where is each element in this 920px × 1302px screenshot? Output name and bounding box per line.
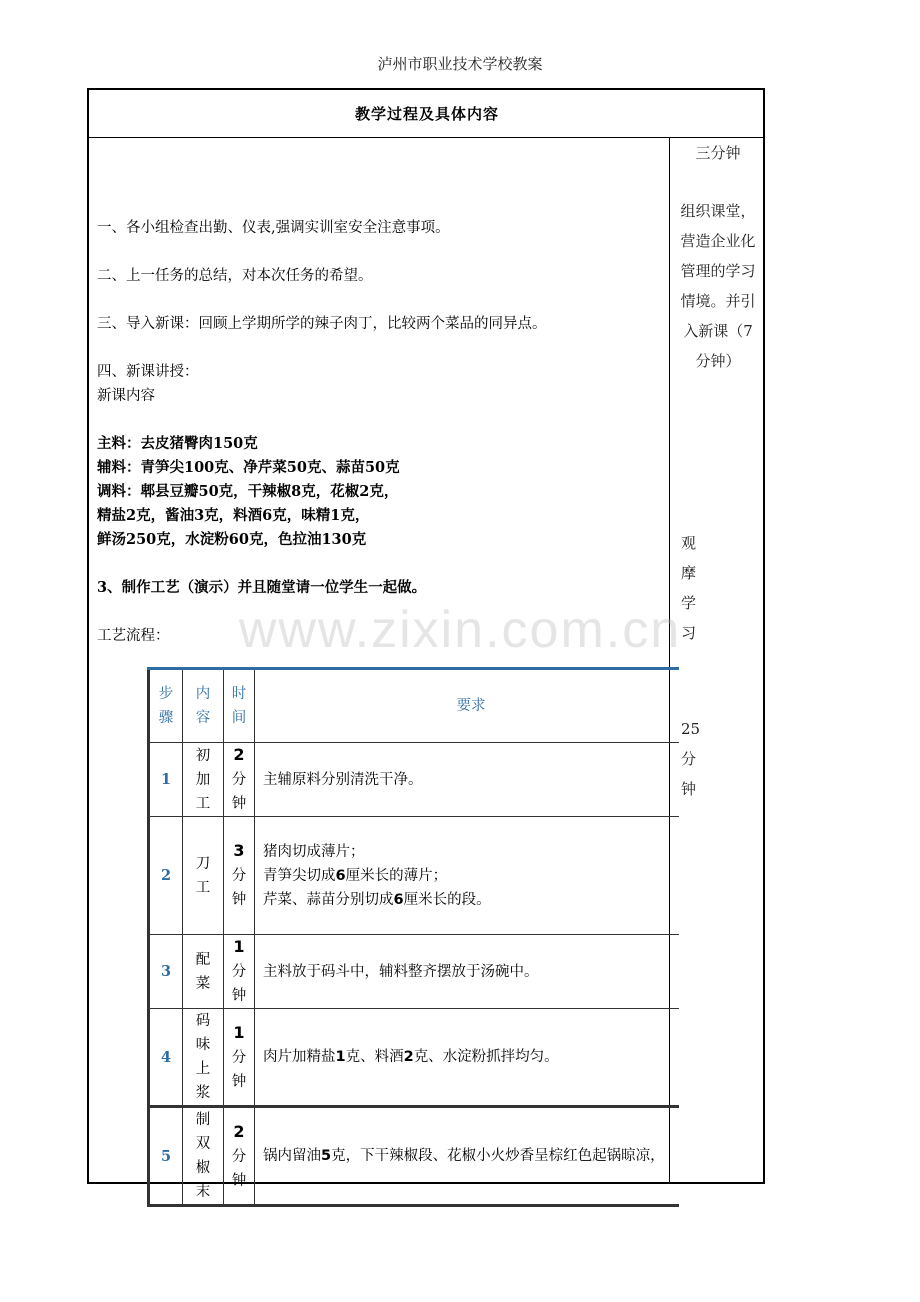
header-content: 内容 bbox=[183, 669, 224, 743]
note-char: 钟 bbox=[681, 780, 697, 798]
note-char: 摩 bbox=[681, 564, 697, 582]
line-12: 工艺流程： bbox=[97, 628, 170, 644]
step-time bbox=[224, 935, 255, 1009]
header-step: 步骤 bbox=[149, 669, 183, 743]
req-c: 克，下干辣椒段、花椒小火炒香呈棕红色起锅晾凉， bbox=[331, 1148, 665, 1164]
req-b: 1 bbox=[335, 1049, 346, 1065]
time-number: 1 bbox=[233, 1022, 245, 1042]
time-unit: 分钟 bbox=[231, 868, 247, 908]
step-requirement: 主料放于码斗中，辅料整齐摆放于汤碗中。 bbox=[255, 935, 680, 1009]
lesson-table bbox=[87, 88, 765, 1200]
time-number: 1 bbox=[233, 937, 245, 956]
req-line-1: 猪肉切成薄片； bbox=[263, 843, 365, 860]
step-time bbox=[224, 743, 255, 817]
req-line-3a: 芹菜、蒜苗分别切成 bbox=[263, 891, 394, 908]
line-7: 辅料：青笋尖100克、净芹菜50克、蒜苗50克 bbox=[97, 459, 400, 476]
header-requirement: 要求 bbox=[255, 669, 680, 743]
line-1: 一、各小组检查出勤、仪表,强调实训室安全注意事项。 bbox=[97, 220, 450, 236]
table-row bbox=[149, 1009, 680, 1107]
note-line: 分钟） bbox=[695, 352, 741, 370]
line-5: 新课内容 bbox=[97, 388, 155, 404]
req-line-2a: 青笋尖切成 bbox=[263, 867, 336, 884]
step-requirement bbox=[255, 817, 680, 935]
section-title: 教学过程及具体内容 bbox=[89, 90, 765, 138]
line-2: 二、上一任务的总结，对本次任务的希望。 bbox=[97, 268, 373, 284]
req-line-3b: 6 bbox=[393, 891, 404, 908]
note-char: 学 bbox=[681, 594, 697, 612]
time-number: 2 bbox=[233, 745, 245, 764]
note-line: 营造企业化 bbox=[680, 232, 756, 250]
note-char: 分 bbox=[681, 750, 697, 768]
time-unit: 分钟 bbox=[231, 1148, 247, 1189]
step-number: 2 bbox=[149, 817, 183, 935]
page-header: 泸州市职业技术学校教案 bbox=[377, 55, 543, 73]
req-line-2b: 6 bbox=[335, 867, 346, 884]
watermark: www.zixin.com.cn bbox=[238, 601, 682, 659]
note-line: 管理的学习 bbox=[680, 262, 756, 280]
process-table bbox=[147, 667, 679, 1207]
table-row bbox=[149, 1107, 680, 1206]
line-8: 调料：郫县豆瓣50克，干辣椒8克，花椒2克， bbox=[97, 483, 399, 500]
table-row bbox=[149, 817, 680, 935]
req-d: 2 bbox=[403, 1049, 414, 1065]
req-a: 肉片加精盐 bbox=[263, 1049, 336, 1065]
time-unit: 分钟 bbox=[231, 772, 247, 812]
note-line: 入新课（7 bbox=[683, 322, 753, 340]
line-6: 主料：去皮猪臀肉150克 bbox=[97, 435, 258, 452]
step-requirement bbox=[255, 1107, 680, 1206]
step-number: 4 bbox=[149, 1009, 183, 1107]
line-11: 3、制作工艺（演示）并且随堂请一位学生一起做。 bbox=[97, 579, 427, 596]
line-3: 三、导入新课：回顾上学期所学的辣子肉丁，比较两个菜品的同异点。 bbox=[97, 316, 547, 332]
step-content: 码味上浆 bbox=[183, 1009, 224, 1107]
step-number: 1 bbox=[149, 743, 183, 817]
note-line: 情境。并引 bbox=[680, 292, 756, 310]
step-requirement: 主辅原料分别清洗干净。 bbox=[255, 743, 680, 817]
note-char: 习 bbox=[681, 624, 697, 642]
note-three-minutes: 三分钟 bbox=[695, 144, 741, 162]
req-line-2c: 厘米长的薄片； bbox=[345, 867, 448, 884]
step-time bbox=[224, 1107, 255, 1206]
req-b: 5 bbox=[321, 1148, 332, 1164]
table-header-row bbox=[149, 669, 680, 743]
note-line: 组织课堂， bbox=[680, 202, 756, 220]
table-row bbox=[149, 935, 680, 1009]
time-number: 2 bbox=[233, 1121, 245, 1141]
step-time bbox=[224, 1009, 255, 1107]
table-row bbox=[149, 743, 680, 817]
step-content: 初加工 bbox=[183, 743, 224, 817]
req-line-3c: 厘米长的段。 bbox=[403, 891, 491, 908]
step-requirement bbox=[255, 1009, 680, 1107]
time-unit: 分钟 bbox=[231, 1049, 247, 1090]
time-unit: 分钟 bbox=[231, 964, 247, 1004]
step-content: 刀工 bbox=[183, 817, 224, 935]
step-number: 5 bbox=[149, 1107, 183, 1206]
line-10: 鲜汤250克，水淀粉60克，色拉油130克 bbox=[97, 531, 367, 548]
req-a: 锅内留油 bbox=[263, 1148, 321, 1164]
step-number: 3 bbox=[149, 935, 183, 1009]
note-char: 观 bbox=[681, 534, 697, 552]
line-4: 四、新课讲授： bbox=[97, 364, 199, 380]
line-9: 精盐2克，酱油3克，料酒6克，味精1克， bbox=[97, 507, 370, 524]
req-c: 克、料酒 bbox=[345, 1049, 404, 1065]
header-time: 时间 bbox=[224, 669, 255, 743]
step-content: 配菜 bbox=[183, 935, 224, 1009]
step-content: 制双椒末 bbox=[183, 1107, 224, 1206]
note-char: 25 bbox=[681, 720, 701, 738]
time-number: 3 bbox=[233, 841, 245, 860]
req-e: 克、水淀粉抓拌均匀。 bbox=[413, 1049, 559, 1065]
step-time bbox=[224, 817, 255, 935]
